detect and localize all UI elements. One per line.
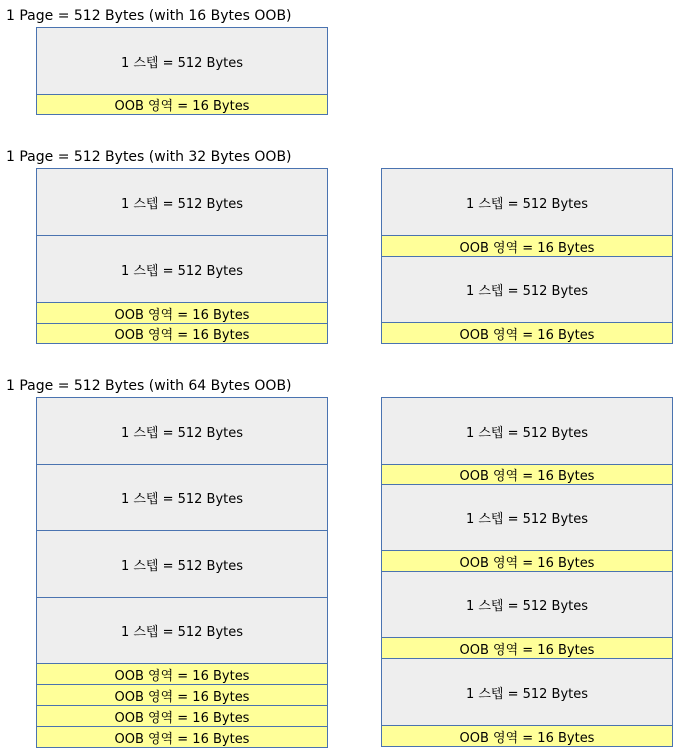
- sector-block: 1 스텝 = 512 Bytes: [36, 530, 328, 598]
- section-title-16-oob: 1 Page = 512 Bytes (with 16 Bytes OOB): [6, 8, 292, 24]
- sector-block: 1 스텝 = 512 Bytes: [36, 27, 328, 95]
- oob-block: OOB 영역 = 16 Bytes: [381, 637, 673, 659]
- page-layout-64-oob-interleaved: [381, 397, 673, 747]
- oob-block: OOB 영역 = 16 Bytes: [36, 323, 328, 344]
- oob-block: OOB 영역 = 16 Bytes: [381, 235, 673, 257]
- oob-block: OOB 영역 = 16 Bytes: [381, 550, 673, 572]
- sector-block: 1 스텝 = 512 Bytes: [36, 235, 328, 303]
- page-layout-32-oob-interleaved: [381, 168, 673, 344]
- oob-block: OOB 영역 = 16 Bytes: [381, 464, 673, 485]
- section-title-64-oob: 1 Page = 512 Bytes (with 64 Bytes OOB): [6, 378, 292, 394]
- oob-block: OOB 영역 = 16 Bytes: [36, 663, 328, 685]
- page-layout-32-oob-grouped: [36, 168, 328, 344]
- oob-block: OOB 영역 = 16 Bytes: [36, 302, 328, 324]
- sector-block: 1 스텝 = 512 Bytes: [36, 397, 328, 465]
- sector-block: 1 스텝 = 512 Bytes: [381, 256, 673, 323]
- sector-block: 1 스텝 = 512 Bytes: [381, 484, 673, 551]
- page-layout-64-oob-grouped: [36, 397, 328, 748]
- section-title-32-oob: 1 Page = 512 Bytes (with 32 Bytes OOB): [6, 149, 292, 165]
- sector-block: 1 스텝 = 512 Bytes: [381, 571, 673, 638]
- oob-block: OOB 영역 = 16 Bytes: [381, 322, 673, 344]
- sector-block: 1 스텝 = 512 Bytes: [381, 397, 673, 465]
- sector-block: 1 스텝 = 512 Bytes: [36, 168, 328, 236]
- sector-block: 1 스텝 = 512 Bytes: [381, 658, 673, 726]
- sector-block: 1 스텝 = 512 Bytes: [36, 464, 328, 531]
- sector-block: 1 스텝 = 512 Bytes: [36, 597, 328, 664]
- sector-block: 1 스텝 = 512 Bytes: [381, 168, 673, 236]
- oob-block: OOB 영역 = 16 Bytes: [36, 684, 328, 706]
- oob-block: OOB 영역 = 16 Bytes: [381, 725, 673, 747]
- oob-block: OOB 영역 = 16 Bytes: [36, 94, 328, 115]
- page-layout-16-oob: [36, 27, 328, 115]
- oob-block: OOB 영역 = 16 Bytes: [36, 726, 328, 748]
- oob-block: OOB 영역 = 16 Bytes: [36, 705, 328, 727]
